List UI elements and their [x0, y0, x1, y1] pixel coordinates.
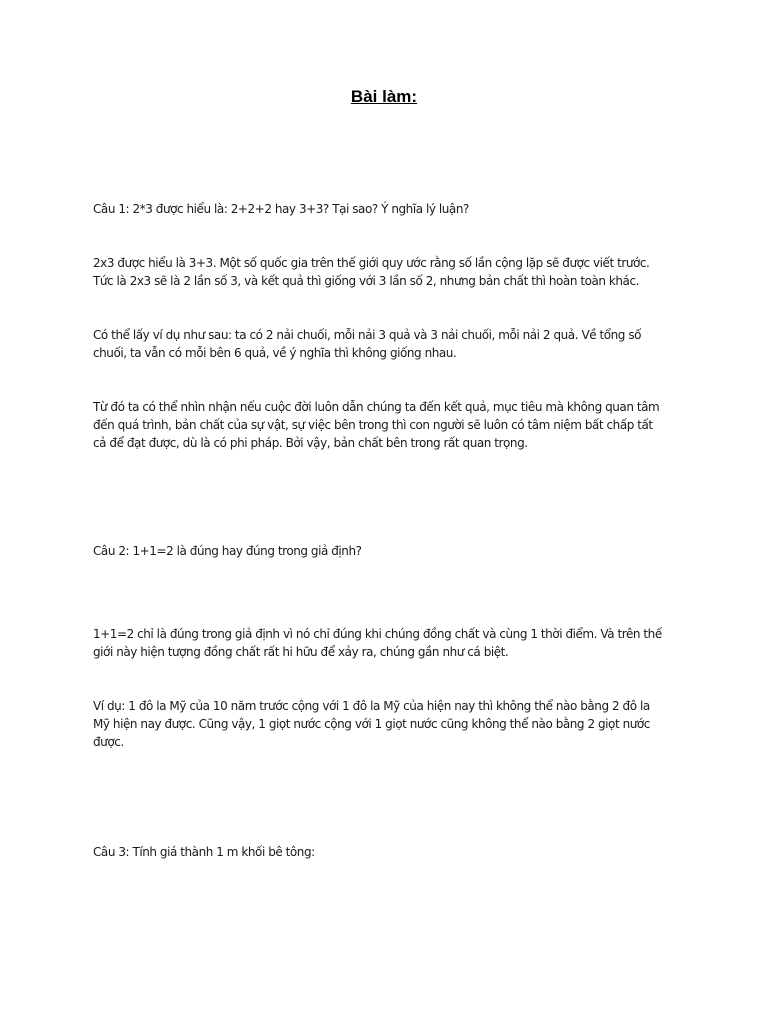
text-line: chuối, ta vẫn có mỗi bên 6 quả, về ý nghĩa thì không giống nhau. [93, 346, 457, 360]
question-3-text: Câu 3: Tính giá thành 1 m khối bê tông: [93, 845, 315, 859]
text-line: 1+1=2 chỉ là đúng trong giả định vì nó chỉ đúng khi chúng đồng chất và cùng 1 thời điểm. Và trên thế [93, 627, 662, 641]
q2-answer-paragraph-1 [93, 625, 683, 661]
text-line: được. [93, 735, 124, 749]
q2-answer-paragraph-2 [93, 697, 683, 751]
text-line: 2x3 được hiểu là 3+3. Một số quốc gia trên thế giới quy ước rằng số lần cộng lặp sẽ được viết trước. [93, 256, 650, 270]
q1-answer-paragraph-2 [93, 326, 683, 362]
q1-answer-paragraph-3 [93, 398, 683, 452]
text-line: giới này hiện tượng đồng chất rất hi hữu để xảy ra, chúng gần như cá biệt. [93, 645, 509, 659]
text-line: Có thể lấy ví dụ như sau: ta có 2 nải chuối, mỗi nải 3 quả và 3 nải chuối, mỗi nải 2 quả. Về tổng số [93, 328, 642, 342]
q1-answer-paragraph-1 [93, 254, 683, 290]
text-line: Mỹ hiện nay được. Cũng vậy, 1 giọt nước cộng với 1 giọt nước cũng không thể nào bằng 2 giọt nước [93, 717, 650, 731]
question-2 [93, 542, 683, 560]
question-1-text: Câu 1: 2*3 được hiểu là: 2+2+2 hay 3+3? Tại sao? Ý nghĩa lý luận? [93, 202, 469, 216]
text-line: Tức là 2x3 sẽ là 2 lần số 3, và kết quả thì giống với 3 lần số 2, nhưng bản chất thì hoàn toàn khác. [93, 274, 639, 288]
question-3 [93, 843, 683, 861]
text-line: Từ đó ta có thể nhìn nhận nếu cuộc đời luôn dẫn chúng ta đến kết quả, mục tiêu mà không quan tâm [93, 400, 660, 414]
question-2-text: Câu 2: 1+1=2 là đúng hay đúng trong giả định? [93, 544, 362, 558]
text-line: Ví dụ: 1 đô la Mỹ của 10 năm trước cộng với 1 đô la Mỹ của hiện nay thì không thể nào bằng 2 đô la [93, 699, 650, 713]
text-line: cả để đạt được, dù là có phi pháp. Bởi vậy, bản chất bên trong rất quan trọng. [93, 436, 528, 450]
question-1 [93, 200, 683, 218]
page-title: Bài làm: [350, 87, 418, 106]
text-line: đến quá trình, bản chất của sự vật, sự việc bên trong thì con người sẽ luôn có tâm niệm bất chấp tất [93, 418, 653, 432]
